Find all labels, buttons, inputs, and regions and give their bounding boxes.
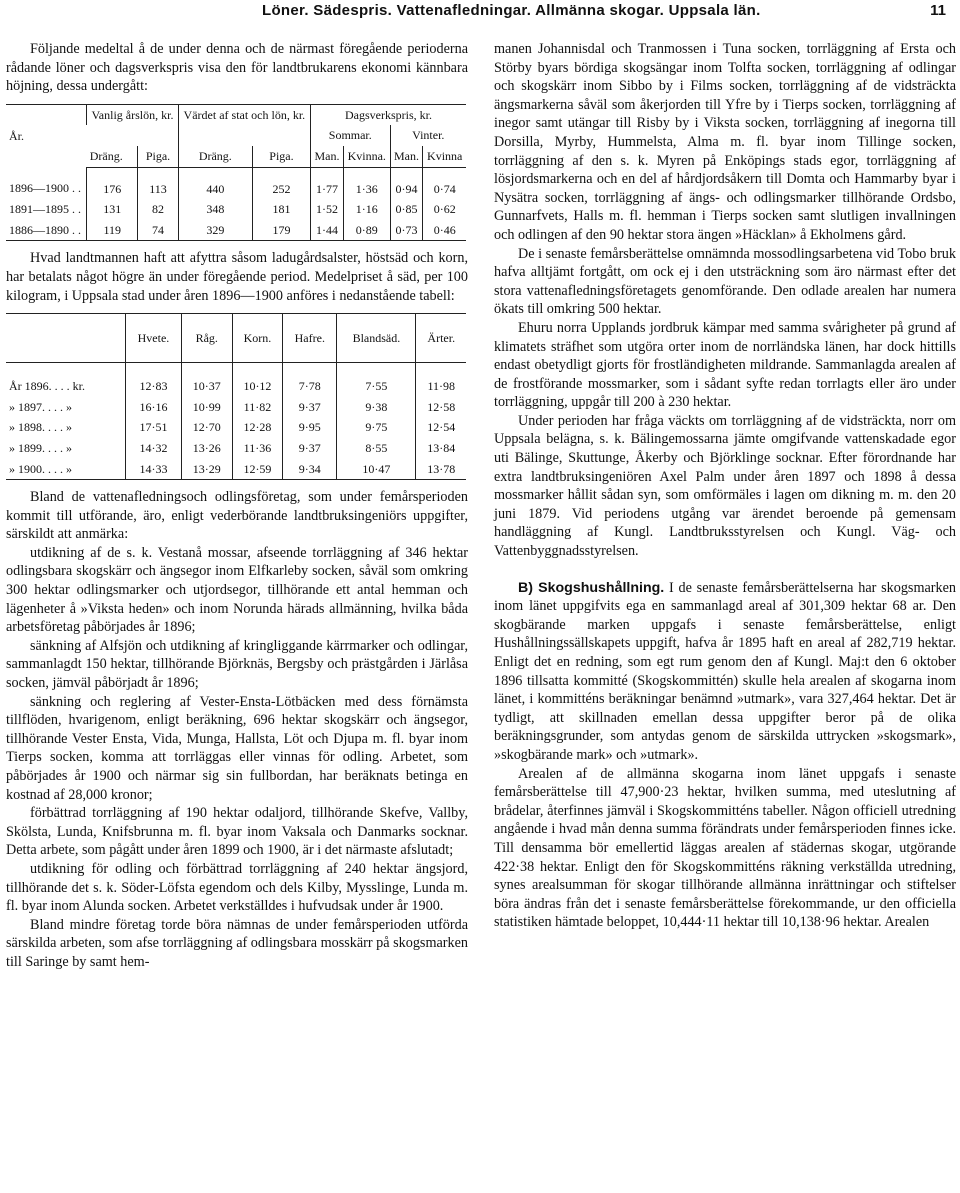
table-row: » 1898. . . . » 17·51 12·70 12·28 9·95 9·75 12·54 — [6, 417, 466, 438]
paragraph-minor-works: Bland mindre företag torde böra nämnas de under femårsperioden utförda särskilda arbeten, som afse torrläggning af odlingsbara mosskärr på skogsmarken till Saringe by samt hem- — [6, 916, 468, 970]
col-hafre: Hafre. — [283, 314, 337, 363]
col-year: År. — [6, 104, 87, 167]
table-row: » 1900. . . . » 14·33 13·29 12·59 9·34 10·47 13·78 — [6, 459, 466, 480]
col-day-wage: Dagsverkspris, kr. — [311, 104, 466, 125]
col-man-summer: Man. — [311, 146, 344, 167]
wage-table-body — [6, 167, 466, 241]
table-row: » 1899. . . . » 14·32 13·26 11·36 9·37 8·55 13·84 — [6, 438, 466, 459]
page-header — [0, 0, 960, 24]
intro-paragraph: Följande medeltal å de under denna och de närmast föregående perioderna rådande löner och dagsverkspris visa den för landtbrukarens ekonomi kännbara höjning, dessa undergått: — [6, 41, 468, 95]
paragraph-continued: manen Johannisdal och Tranmossen i Tuna socken, torrläggning af Ersta och Störby byars bördiga skogsängar inom Tolfta socken, torrläggning af odlingar och skogskärr inom Sibbo by i Films socken, torrläggning af de vidsträckta ängsmarkerna såväl som åkerjorden till Yfre by i Tierps socken, torrläggning af inegor samt utängar till Risby by i Viksta socken, torrläggning af inegorna till Dorsilla, Myrby, Hummelsta, Alma m. fl. byar inom Tillinge socken, torrläggning af den s. k. Myren på Enköpings stads egor, torrläggning af lösjordsmarkerna och en del af hårdjordsåkern till Domta och Hammarby byar i Nysätra socken, torrläggning af ängs- och odlingsmarker tillhörande Ordsbo, Gunnarfvets, Halls m. fl. hemman i Tierps socken samt slutligen invallningen och odlingen af den 90 hektar stora ängen »Häcklan» å Ekholmens gård. — [494, 41, 956, 243]
col-summer: Sommar. — [311, 125, 391, 146]
paragraph-forestry: B) Skogshushållning. I de senaste femårsberättelserna har skogsmarken inom länet uppgifvits ega en sammanlagd areal af 301,309 hektar 68 ar. Den skogbärande marken uppgafs i senaste femårsberättelse, enligt Hushållningssällskapets uppgift, hafva år 1895 haft en areal af 282,719 hektar. Enligt det en redning, som egt rum genom den af Kungl. Maj:t den 6 oktober 1896 tillsatta kommitté (Skogskommittén) skulle hela arealen af skogarna inom länet, i kommitténs beräkningar benämnd »utmark», vara 327,464 hektar. Det är tydligt, att skillnaden emellan dessa uppgifter beror på de olika beräkningsgrunder, som antydas genom de särskilda uttrycken »skogsmark», »skogbärande mark» och »utmark». — [494, 579, 956, 763]
running-title: Löner. Sädespris. Vattenafledningar. Allmänna skogar. Uppsala län. — [262, 2, 761, 19]
paragraph-alfsjon: sänkning af Alfsjön och utdikning af kringliggande kärrmarker och odlingar, sammanlagdt 150 hektar, tillhörande Björknäs, Bergsby och prästgården i Järlåsa socken, jämväl påbörjadt år 1896; — [6, 637, 468, 692]
wage-table — [6, 104, 466, 242]
paragraph-lofsta: utdikning för odling och förbättrad torrläggning af 240 hektar ängsjord, tillhörande det s. k. Söder-Löfsta egendom och dels Kilby, Mysslinge, Lunda m. fl. byar inom Alunda socken. Arbetet verkställdes i hufvudsak under år 1900. — [6, 860, 468, 915]
col-annual-wage: Vanlig årslön, kr. — [87, 104, 179, 125]
table-row: 1896—1900 . . 176 113 440 252 1·77 1·36 0·94 0·74 — [6, 167, 466, 199]
col-kvinna-winter: Kvinna — [423, 146, 466, 167]
col-winter: Vinter. — [390, 125, 466, 146]
paragraph-ensta: sänkning och reglering af Vester-Ensta-Lötbäcken med dess förnämsta tillflöden, hvarigenom, enligt beräkning, 696 hektar skogskärr och ängsegor, tillhörande Vester Ensta, Vida, Munga, Hallsta, Löt och Djupa m. fl. byar inom Tierps socken, komma att torrläggas eller vinnas för odling. Arbetet, som påbörjades år 1900 och närmar sig sin fullbordan, har beräknats betinga en kostnad af 28,000 kronor; — [6, 693, 468, 803]
grain-intro-paragraph: Hvad landtmannen haft att afyttra såsom ladugårdsalster, höstsäd och korn, har betalats något högre än under föregående period. Medelpriset å säd, per 100 kilogram, i Uppsala stad under åren 1896—1900 anföres i nedanstående tabell: — [6, 250, 468, 304]
paragraph-public-forests: Arealen af de allmänna skogarna inom länet uppgafs i senaste femårsberättelse till 47,900·23 hektar, hvilken summa, med uteslutning af brådelar, återfinnes jämväl i Skogskommitténs tabeller. Någon officiell utredning angående i hvad mån denna summa förändrats under femårsperioden finnes icke. Till densamma bör emellertid läggas arealen af städernas skogar, utgörande 422·38 hektar. Enligt den för Skogskommitténs räkning verkställda utredning, synes arealsumman för skogar tillhörande allmänna inrättningar och stiftelser böra ändras från det i senaste femårsberättelse förekommande, ur den officiella statistiken hämtade beloppet, 10,444·11 hektar till 10,138·96 hektar. Arealen — [494, 765, 956, 931]
col-man-winter: Man. — [390, 146, 423, 167]
paragraph-tobo: De i senaste femårsberättelse omnämnda mossodlingsarbetena vid Tobo bruk hafva alltjämt fortgått, om ock ej i den utsträckning som äro närmast efter det stora vattenafledningsföretagets genomförande. Den odlade arealen har numera ökats till omkring 500 hektar. — [494, 245, 956, 318]
right-column — [494, 40, 956, 932]
col-korn: Korn. — [232, 314, 283, 363]
col-rag: Råg. — [181, 314, 232, 363]
grain-price-table — [6, 313, 466, 480]
col-drang: Dräng. — [87, 146, 138, 167]
col-piga-2: Piga. — [252, 146, 310, 167]
col-kvinna-summer: Kvinna. — [343, 146, 390, 167]
paragraph-balinge: Under perioden har fråga väckts om torrläggning af de vidsträckta, norr om Uppsala belägna, s. k. Bälingemossarna jämte omgifvande vattenskadade egor uti Bälinge, Skuttunge, Åkerby och Björklinge socknar. Efter förordnande har extra landtbruksingeniören Axel Palm under åren 1897 och 1898 å dessa mossmarker hållit sådan syn, som omförmäles i lagen om dikning m. m. den 20 juni 1879. Vid periodens utgång var ärendet beroende på gemensam handläggning af Kungl. Landtbruksstyrelsen och Kungl. Väg- och Vattenbyggnadsstyrelsen. — [494, 412, 956, 560]
paragraph-vestana: utdikning af de s. k. Vestanå mossar, afseende torrläggning af 346 hektar odlingsbara skogskärr och ängsegor inom Elfkarleby socken, såväl som omkring 300 hektar odlingsmarker och utjordsegor, tillhörande ett antal hemman och lägenheter å »Viksta heden» och inom Norunda härads allmänning, hvilka båda arbetsföretag påbörjades år 1896; — [6, 544, 468, 636]
col-arter: Ärter. — [416, 314, 466, 363]
table-row: 1886—1890 . . 119 74 329 179 1·44 0·89 0·73 0·46 — [6, 220, 466, 241]
col-value-in-kind: Värdet af stat och lön, kr. — [178, 104, 310, 125]
col-piga: Piga. — [138, 146, 179, 167]
col-blandsad: Blandsäd. — [337, 314, 416, 363]
table-row: 1891—1895 . . 131 82 348 181 1·52 1·16 0·85 0·62 — [6, 199, 466, 220]
paragraph-drainage-intro: Bland de vattenafledningsoch odlingsföretag, som under femårsperioden kommit till utförande, äro, enligt vederbörande landtbruksingeniörs uppgifter, särskildt att anmärka: — [6, 489, 468, 543]
table-row: År 1896. . . . kr. 12·83 10·37 10·12 7·78 7·55 11·98 — [6, 363, 466, 397]
col-drang-2: Dräng. — [178, 146, 252, 167]
col-hvete: Hvete. — [125, 314, 181, 363]
grain-table-body — [6, 363, 466, 480]
page-number: 11 — [930, 2, 946, 19]
left-column — [6, 40, 468, 972]
table-row: » 1897. . . . » 16·16 10·99 11·82 9·37 9·38 12·58 — [6, 397, 466, 418]
paragraph-skefve: förbättrad torrläggning af 190 hektar odaljord, tillhörande Skefve, Vallby, Skölsta, Lunda, Knifsbrunna m. fl. byar inom Vaksala och Danmarks socknar. Detta arbete, som pågått under åren 1899 och 1900, är i det närmaste afslutadt; — [6, 805, 468, 859]
section-heading: B) Skogshushållning. — [518, 579, 665, 596]
paragraph-frost: Ehuru norra Upplands jordbruk kämpar med samma svårigheter på grund af klimatets sträfhet som utgöra orter inom de norrländska länen, har dock hittills endast obetydligt gjorts för frostländigheten mildrande. Sammanlagda arealen af de frostförande mossmarker, som i sådant syfte redan torrlagts eller äro under torrläggning, uppgår till 200 à 230 hektar. — [494, 319, 956, 411]
